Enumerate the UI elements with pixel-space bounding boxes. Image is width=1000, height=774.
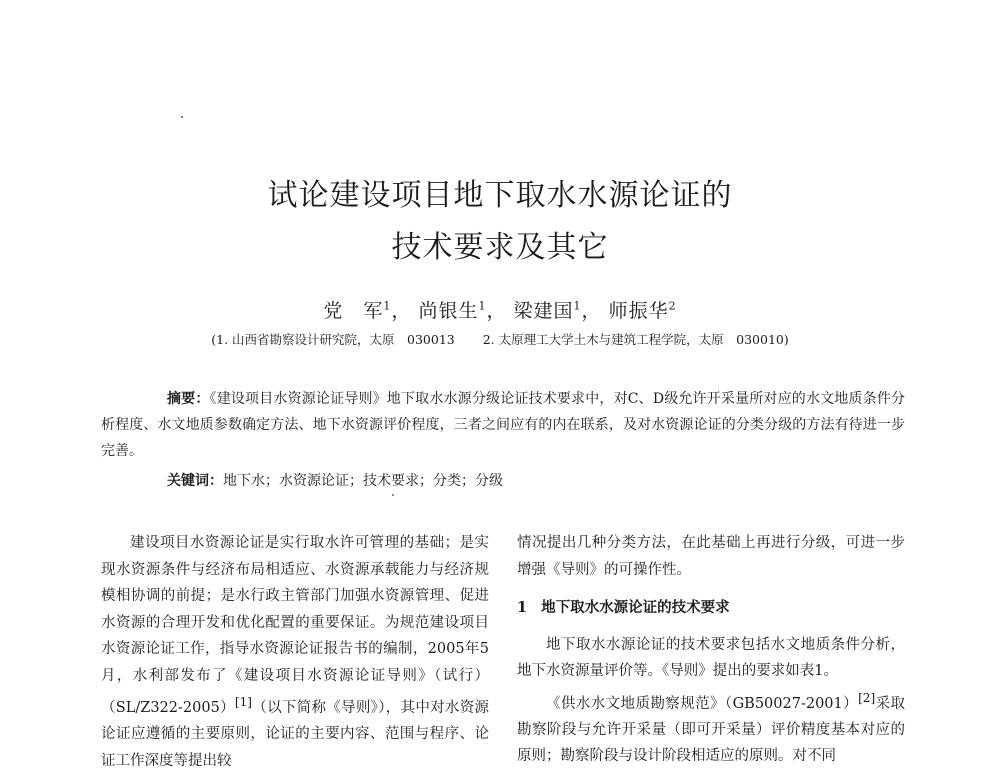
paragraph-text: 建设项目水资源论证是实行取水许可管理的基础；是实现水资源条件与经济布局相适应、水资源承载能力与经济规模相协调的前提；是水行政主管部门加强水资源管理、促进水资源的合理开发和优化配置的重要保证。为规范建设项目水资源论证工作，指导水资源论证报告书的编制，2005年5月，水利部发布了《建设项目水资源论证导则》（试行）（SL/Z322-2005） — [101, 535, 489, 716]
author-affiliation-mark: 1 — [573, 299, 582, 313]
section-number: 1 — [517, 599, 528, 616]
keywords-text: 地下水；水资源论证；技术要求；分类；分级 — [223, 473, 503, 489]
paragraph-text: （以下简称《导则》），其中对水资源论证应遵循的主要原则，论证的主要内容、范围与程序、论证工作深度等提出较 — [101, 699, 490, 769]
body-paragraph — [101, 530, 489, 774]
author-affiliation-mark: 2 — [668, 299, 677, 313]
paragraph-text: 《供水水文地质勘察规范》（GB50027-2001） — [546, 695, 859, 712]
abstract — [101, 386, 905, 464]
paragraph-text: 采取勘察阶段与允许开采量（即可开采量）评价精度基本对应的原则；勘察阶段与设计阶段相适应的原则。对不同 — [517, 695, 906, 765]
author-affiliation-mark: 1 — [383, 299, 392, 313]
author-name: 师振华 — [608, 300, 669, 322]
body-column-right — [517, 530, 905, 770]
author-name: 党 军 — [323, 300, 384, 322]
paper-title-line-2: 技术要求及其它 — [391, 230, 609, 265]
paper-title-line-1: 试论建设项目地下取水水源论证的 — [267, 178, 733, 213]
citation-ref: [2] — [858, 690, 876, 705]
author-affiliation-mark: 1 — [478, 299, 487, 313]
scan-speck — [181, 116, 183, 118]
affiliation-2: 2. 太原理工大学土木与建筑工程学院，太原 030010) — [482, 332, 789, 347]
body-column-left — [101, 530, 489, 774]
scan-speck — [392, 494, 394, 496]
abstract-text: 《建设项目水资源论证导则》地下取水水源分级论证技术要求中，对C、D级允许开采量所对应的水文地质条件分析程度、水文地质参数确定方法、地下水资源评价程度，三者之间应有的内在联系，及对水资源论证的分类分级的方法有待进一步完善。 — [101, 391, 906, 459]
body-paragraph — [517, 685, 905, 770]
abstract-label: 摘要： — [167, 391, 210, 407]
affiliation-1: (1. 山西省勘察设计研究院，太原 030013 — [211, 332, 455, 347]
author-list: 党 军$^1$， 尚银生$^1$， 梁建国$^1$， 师振华$^2$ — [323, 299, 677, 322]
keywords — [167, 468, 905, 494]
section-heading — [517, 595, 905, 622]
section-title: 地下取水水源论证的技术要求 — [541, 599, 730, 616]
author-name: 尚银生 — [418, 300, 479, 322]
author-name: 梁建国 — [513, 300, 574, 322]
keywords-label: 关键词： — [167, 473, 223, 489]
affiliations — [0, 330, 1000, 348]
body-paragraph: 情况提出几种分类方法，在此基础上再进行分级，可进一步增强《导则》的可操作性。 — [517, 535, 905, 578]
citation-ref: [1] — [234, 695, 252, 709]
body-paragraph: 地下取水水源论证的技术要求包括水文地质条件分析，地下水资源量评价等。《导则》提出的要求如表1。 — [517, 636, 905, 679]
